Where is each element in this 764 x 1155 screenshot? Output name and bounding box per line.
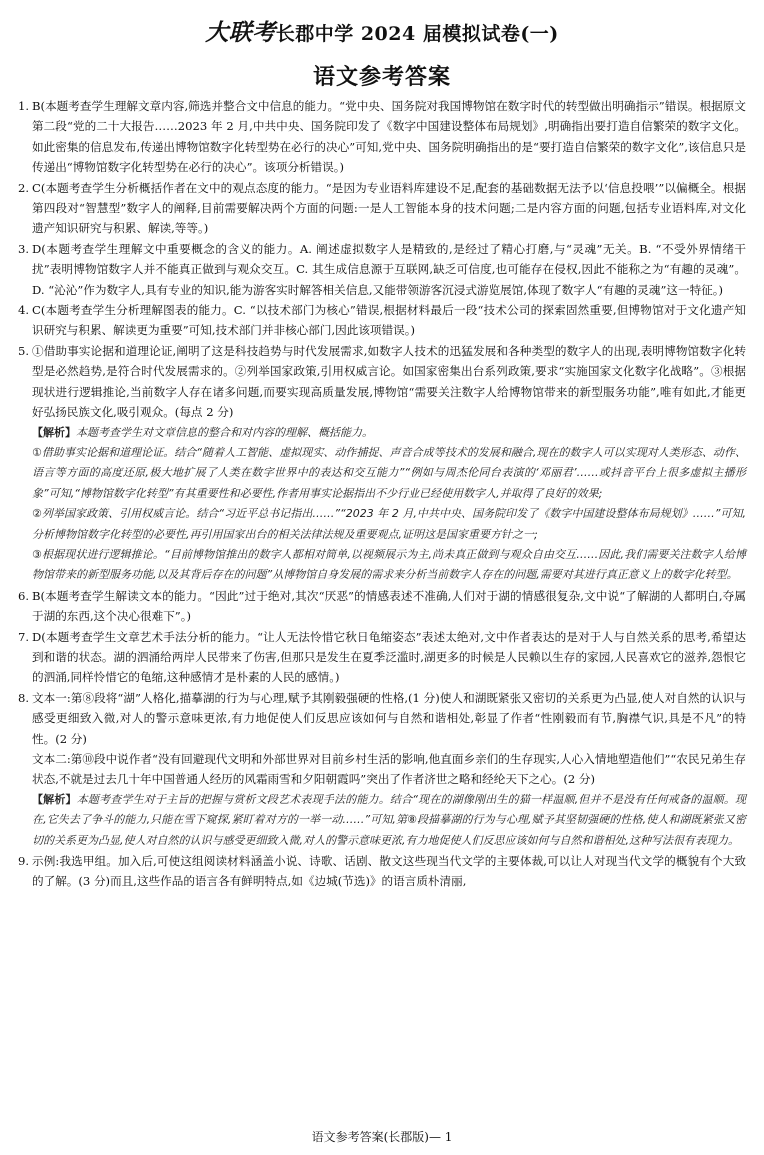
analysis-tag: 【解析】 — [32, 792, 77, 806]
answer-item-3: 3. D(本题考查学生理解文中重要概念的含义的能力。A. 阐述虚拟数字人是精致的,是经过了精心打磨,与“灵魂”无关。B. “不受外界情绪干扰”表明博物馆数字人并不能真正做到与观众交互。C. 其生成信息源于互联网,缺乏可信度,也可能存在侵权,因此不能称之为“有趣的灵魂”。D. “沁沁”作为数字人,具有专业的知识,能为游客实时解答相关信息,又能带领游客沉浸式游览展馆,体现了数字人“有趣的灵魂”这一特征。) — [18, 241, 746, 297]
answer-item-8-text2: 文本二:第⑩段中说作者“没有回避现代文明和外部世界对目前乡村生活的影响,他直面乡亲们的生存现实,人心入情地塑造他们”“农民兄弟生存状态,不就是过去几十年中国普通人经历的风霜雨雪和夕阳朝霞吗”突出了作者济世之略和经纶天下之心。(2 分) — [32, 752, 746, 787]
answer-item-4: 4. C(本题考查学生分析理解图表的能力。C. “以技术部门为核心”错误,根据材料最后一段“技术公司的探索固然重要,但博物馆对于文化遗产知识研究与积累、解读更为重要”可知,技术部门并非核心部门,因此该项错误。) — [18, 303, 746, 338]
analysis-8: 【解析】本题考查学生对于主旨的把握与赏析文段艺术表现手法的能力。结合“现在的湖像刚出生的猫一样温顺,但并不是没有任何戒备的温顺。现在,它失去了争斗的能力,只能在雪下窥探,紧盯着对方的一举一动……”可知,第⑧段描摹湖的行为与心理,赋予其坚韧强硬的性格,使人和湖既紧张又密切的关系更为凸显,使人对自然的认识与感受更细致入微,对人的警示意味更浓,有力地促使人们反思应该如何与自然和谐相处,这种写法很有表现力。 — [32, 792, 747, 847]
page-footer: 语文参考答案(长郡版)— 1 — [311, 1130, 453, 1144]
brand-logo-text: 大联考 — [205, 19, 276, 46]
answer-item-1: 1. B(本题考查学生理解文章内容,筛选并整合文中信息的能力。“党中央、国务院对我国博物馆在数字时代的转型做出明确指示”错误。根据原文第二段“党的二十大报告……2023 年 2 月,中共中央、国务院印发了《数字中国建设整体布局规划》,明确指出要打造自信繁荣的数字文化。如此密集的信息发布,传递出博物馆数字化转型势在必行的决心”可知,党中央、国务院明确指出的是“要打造自信繁荣的数字文化”,该信息只是传递出“博物馆数字化转型势在必行的决心”。该项分析错误。) — [18, 99, 746, 175]
answer-item-7: 7. D(本题考查学生文章艺术手法分析的能力。“让人无法怜惜它秋日龟缩姿态”表述太绝对,文中作者表达的是对于人与自然关系的思考,希望达到和谐的状态。湖的泗涌给两岸人民带来了伤害,但那只是发生在夏季泛滥时,湖更多的时候是人民赖以生存的家园,人民喜欢它的滋养,怨恨它的泗涌,同样怜惜它的龟缩,这种感情才是朴素的人民的感情。) — [18, 629, 746, 685]
document-subtitle: 语文参考答案 — [312, 64, 451, 90]
answer-item-6: 6. B(本题考查学生解读文本的能力。“因此”过于绝对,其次“厌恶”的情感表述不准确,人们对于湖的情感很复杂,文中说“了解湖的人都明白,夺属于湖的东西,这个决心很难下”。) — [18, 588, 746, 624]
analysis-5-point-3: ③根据现状进行逻辑推论。“目前博物馆推出的数字人都相对简单,以视频展示为主,尚未真正做到与观众自由交互……因此,我们需要关注数字人给博物馆带来的新型服务功能,以及其背后存在的问题”从博物馆自身发展的需求来分析当前数字人存在的问题,需要对其进行真正意义上的数字化转型。 — [32, 547, 746, 582]
analysis-tag: 【解析】 — [32, 425, 76, 439]
analysis-5-point-1: ①借助事实论据和道理论证。结合“随着人工智能、虚拟现实、动作捕捉、声音合成等技术的发展和融合,现在的数字人可以实现对人类形态、动作、语言等方面的高度还原,极大地扩展了人类在数字世界中的表达和交互能力”“例如与周杰伦同台表演的‘邓丽君’……或抖音平台上很多虚拟主播形象”可知,“博物馆数字化转型”有其重要性和必要性,作者用事实论据指出不少行业已经使用数字人,并取得了良好的效果; — [32, 445, 746, 500]
analysis-5-point-2: ②列举国家政策、引用权威言论。结合“习近平总书记指出……”“2023 年 2 月,中共中央、国务院印发了《数字中国建设整体布局规划》……”可知,分析博物馆数字化转型的必要性,再引用国家出台的相关法律法规及重要观点,证明这是国家重要方针之一; — [32, 507, 746, 541]
answer-item-2: 2. C(本题考查学生分析概括作者在文中的观点态度的能力。“是因为专业语料库建设不足,配套的基础数据无法予以‘信息投喂’”以偏概全。根据第四段对“智慧型”数字人的阐释,目前需要解决两个方面的问题:一是人工智能本身的技术问题;二是内容方面的问题,包括专业语料库,对文化遗产知识研究与积累、解读,等等。) — [18, 180, 746, 236]
answer-item-5: 5. ①借助事实论据和道理论证,阐明了这是科技趋势与时代发展需求,如数字人技术的迅猛发展和各种类型的数字人的出现,表明博物馆数字化转型是必然趋势,是符合时代发展需求的。②列举国家政策,引用权威言论。如国家密集出台系列政策,要求“实施国家文化数字化战略”。③根据现状进行逻辑推论,当前数字人存在诸多问题,而要实现高质量发展,博物馆“需要关注数字人给博物馆带来的新型服务功能”,唯有如此,才能更好弘扬民族文化,吸引观众。(每点 2 分) — [18, 343, 746, 420]
answer-item-9: 9. 示例:我选甲组。加入后,可使这组阅读材料涵盖小说、诗歌、话剧、散文这些现当代文学的主要体裁,可以让人对现当代文学的概貌有个大致的了解。(3 分)而且,这些作品的语言各有鲜明特点,如《边城(节选)》的语言质朴清丽, — [18, 854, 747, 889]
analysis-5-intro: 【解析】本题考查学生对文章信息的整合和对内容的理解、概括能力。 — [32, 425, 373, 439]
answer-item-8-text1: 8. 文本一:第⑧段将“湖”人格化,描摹湖的行为与心理,赋予其刚毅强硬的性格,(1 分)使人和湖既紧张又密切的关系更为凸显,使人对自然的认识与感受更细致入微,对人的警示意味更浓,有力地促使人们反思应该如何与自然和谐相处,彰显了作者“性刚毅而有节,胸襟气识,具是不凡”的特性。(2 分) — [18, 690, 746, 746]
exam-header — [0, 14, 764, 47]
exam-title: 长郡中学 2024 届模拟试卷(一) — [275, 23, 559, 45]
answer-body — [18, 96, 746, 892]
